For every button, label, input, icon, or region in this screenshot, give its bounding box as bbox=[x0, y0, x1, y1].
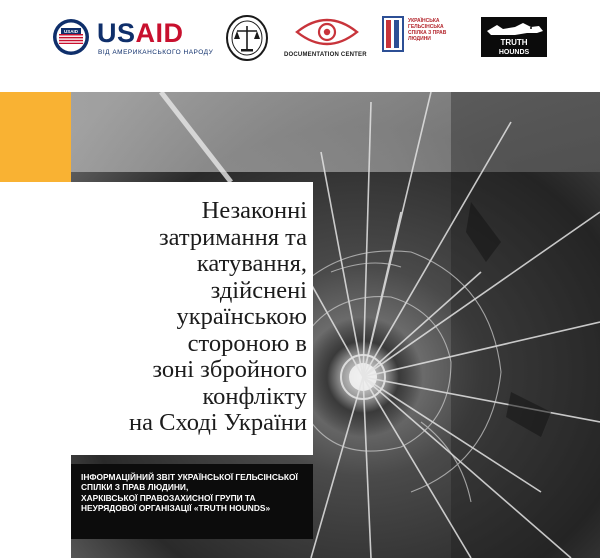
truth-hounds-line2: HOUNDS bbox=[498, 49, 530, 56]
khpg-caption: УКРАЇНСЬКА ГЕЛЬСІНСЬКА СПІЛКА З ПРАВ ЛЮДИНИ bbox=[408, 18, 447, 42]
subtitle-line: НЕУРЯДОВОЇ ОРГАНІЗАЦІЇ «TRUTH HOUNDS» bbox=[81, 502, 271, 513]
truth-hounds-dog-icon bbox=[481, 17, 547, 57]
title-line: Незаконні bbox=[201, 197, 307, 224]
title-line: українською bbox=[176, 303, 307, 330]
title-line: затримання та bbox=[159, 223, 307, 251]
title-line: на Сході України bbox=[129, 409, 307, 436]
usaid-tagline: ВІД АМЕРИКАНСЬКОГО НАРОДУ bbox=[98, 49, 214, 56]
usaid-seal-icon bbox=[52, 18, 90, 56]
khpg-flag-icon bbox=[381, 15, 405, 53]
title-line: конфлікту bbox=[202, 382, 307, 410]
subtitle-line: ІНФОРМАЦІЙНИЙ ЗВІТ УКРАЇНСЬКОЇ ГЕЛЬСІНСЬКОЇ bbox=[81, 472, 298, 482]
report-subtitle bbox=[81, 472, 307, 513]
subtitle-line: СПІЛКИ З ПРАВ ЛЮДИНИ, bbox=[81, 482, 189, 493]
title-line: зоні збройного bbox=[152, 356, 307, 383]
truth-hounds-line1: TRUTH bbox=[500, 38, 528, 47]
svg-text:USAID: USAID bbox=[63, 29, 79, 34]
accent-block bbox=[0, 92, 71, 182]
documentation-center-caption: DOCUMENTATION CENTER bbox=[284, 52, 367, 58]
title-line: катування, bbox=[196, 250, 307, 277]
logo-bar bbox=[0, 0, 600, 92]
subtitle-line: ХАРКІВСЬКОЇ ПРАВОЗАХИСНОЇ ГРУПИ ТА bbox=[81, 492, 256, 503]
report-title bbox=[75, 198, 307, 437]
scales-of-justice-seal-icon bbox=[225, 14, 269, 62]
usaid-wordmark: USAID bbox=[97, 18, 184, 48]
title-line: здійснені bbox=[210, 276, 307, 304]
title-line: стороною в bbox=[187, 329, 307, 357]
